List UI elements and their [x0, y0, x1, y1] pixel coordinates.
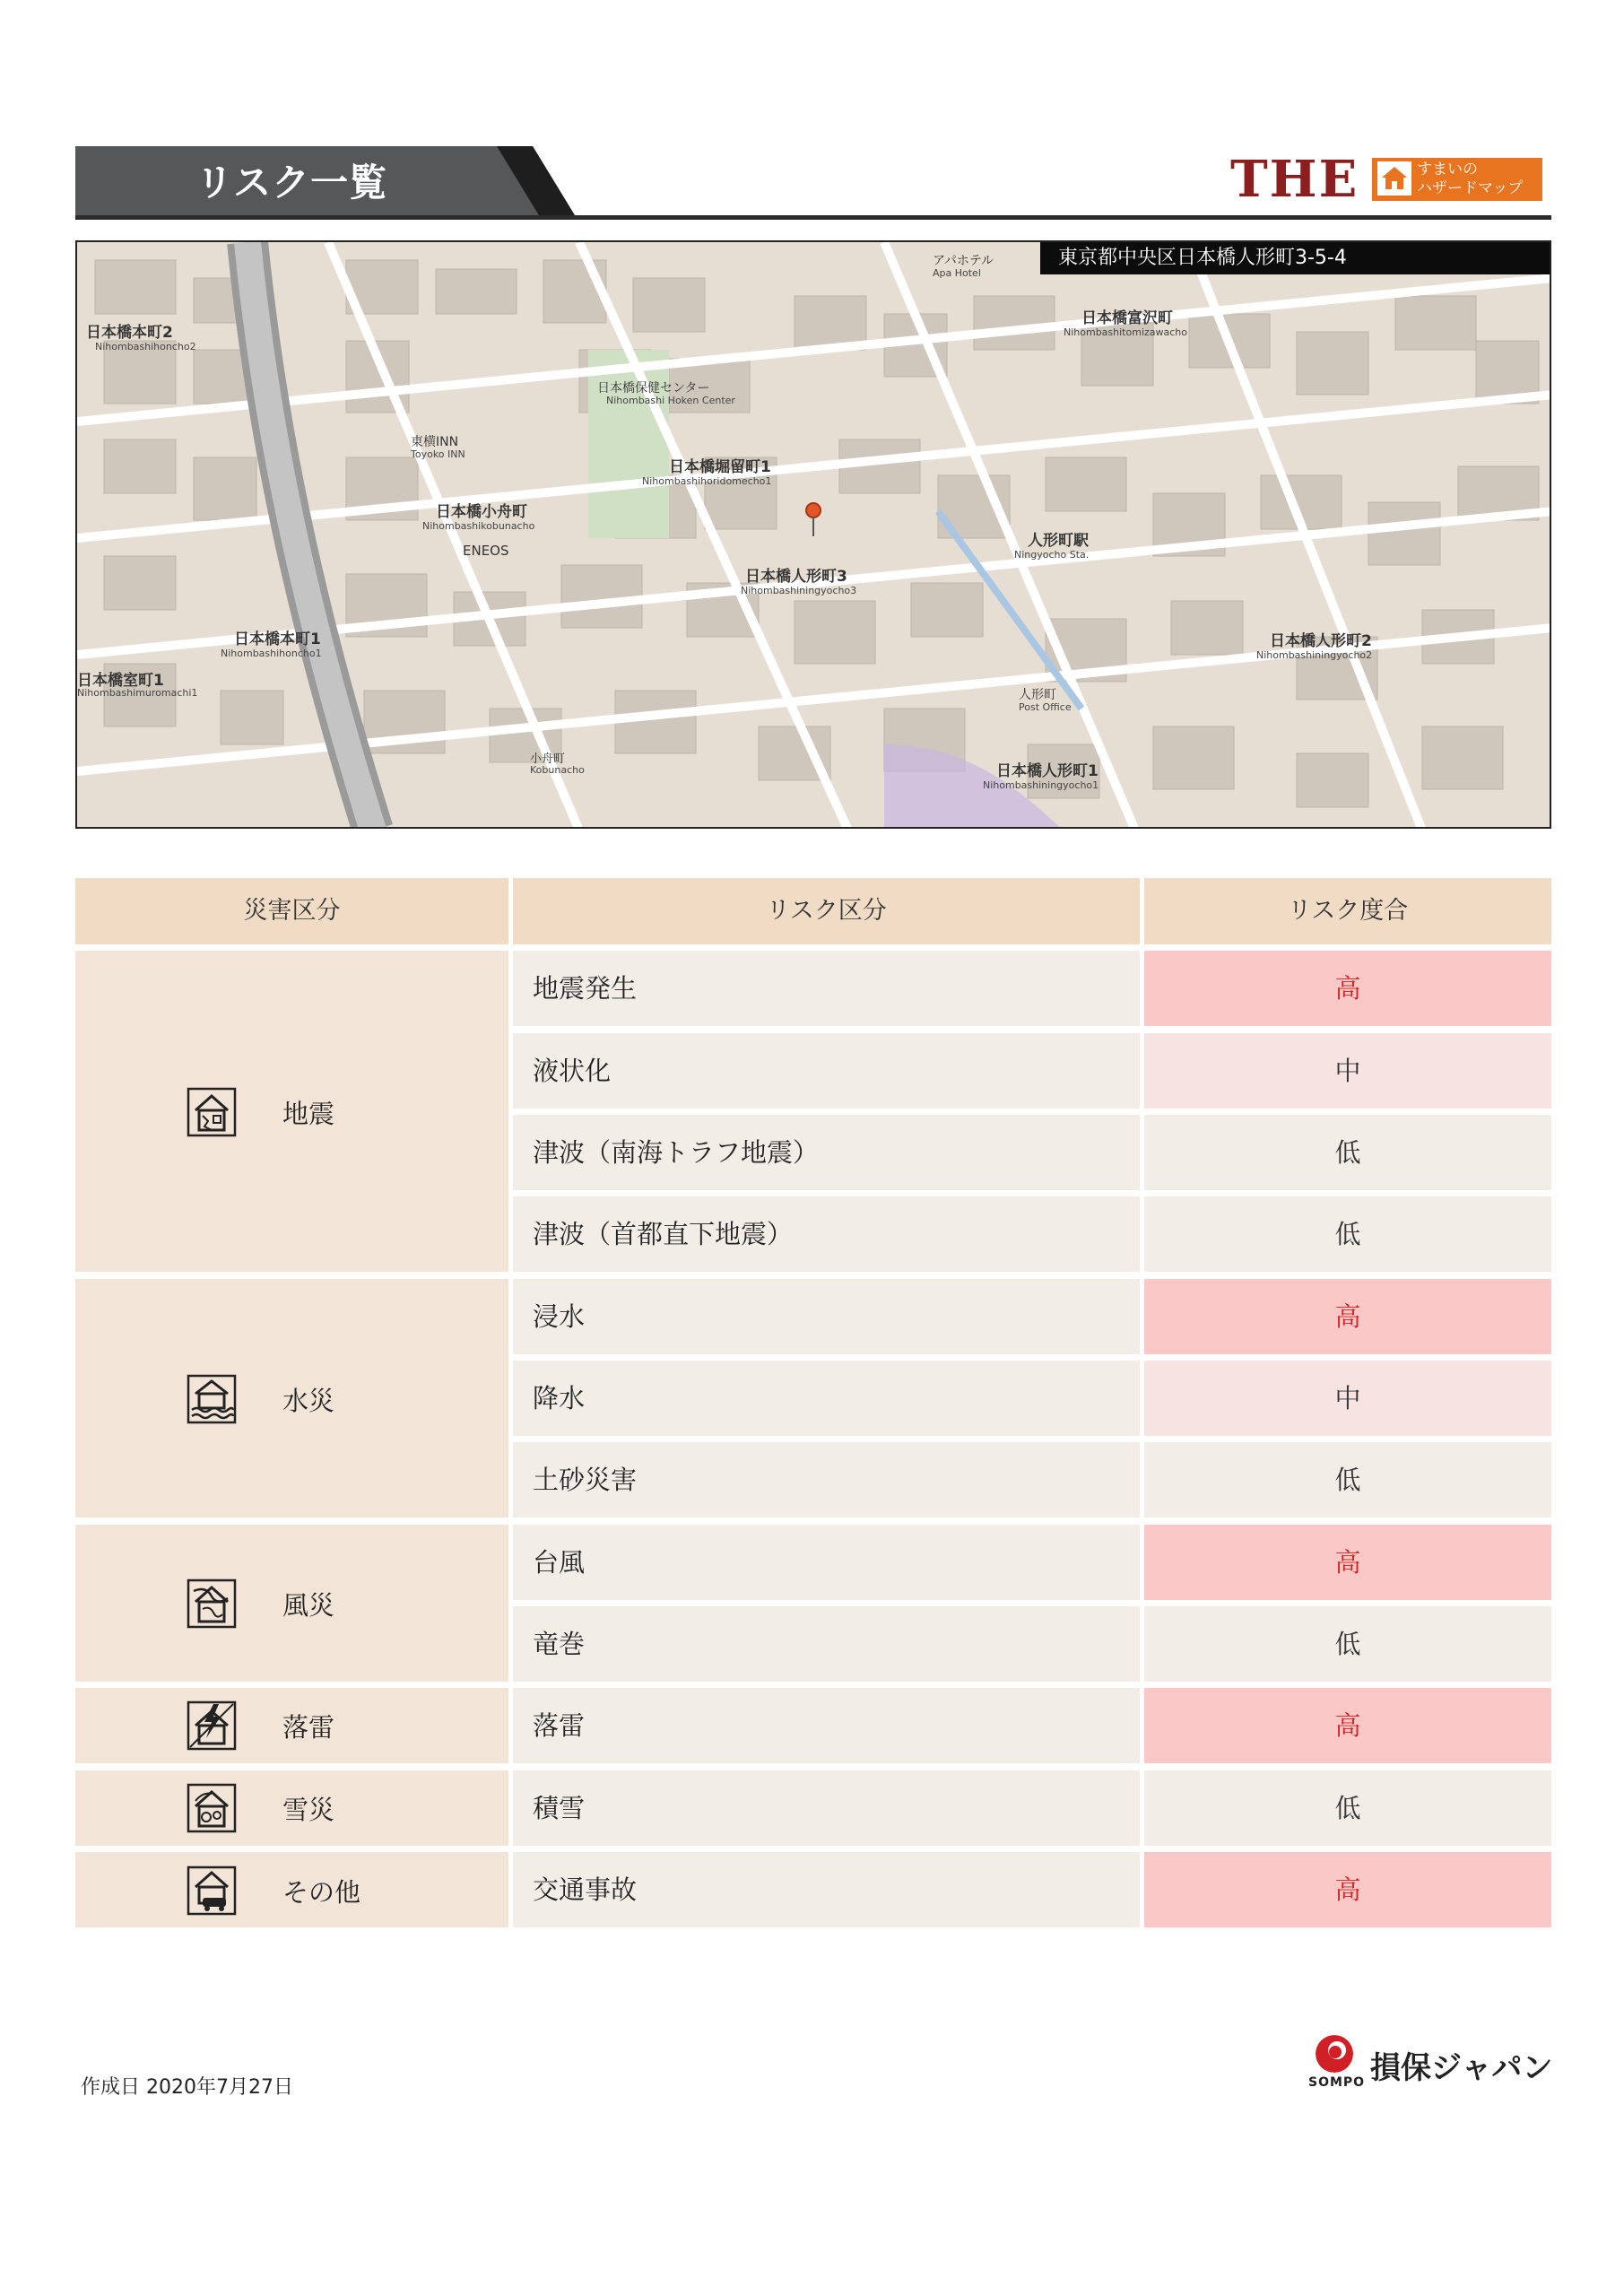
map-label-romaji: Post Office — [1019, 701, 1072, 713]
map-label-romaji: Nihombashi Hoken Center — [606, 395, 735, 406]
other-house-icon — [187, 1866, 237, 1916]
logo-subtitle-line2: ハザードマップ — [1417, 179, 1524, 197]
sompo-wordmark: SOMPO — [1308, 2075, 1366, 2090]
risk-cell: 土砂災害 — [513, 1442, 1140, 1518]
map-address: 東京都中央区日本橋人形町3-5-4 — [1040, 242, 1550, 274]
map-label: ENEOS — [463, 543, 509, 559]
risk-level-high: 高 — [1144, 1525, 1551, 1600]
map-label: 日本橋人形町2 — [1270, 632, 1372, 650]
risk-cell: 津波（南海トラフ地震） — [513, 1115, 1140, 1190]
map-label: 日本橋室町1 — [77, 672, 164, 690]
risk-level-high: 高 — [1144, 1852, 1551, 1927]
map-label: 人形町駅 — [1028, 532, 1089, 550]
map-label: 小舟町 — [530, 752, 566, 766]
map-background — [77, 242, 1551, 829]
risk-cell: 台風 — [513, 1525, 1140, 1600]
category-label-snow: 雪災 — [282, 1795, 335, 1825]
risk-cell: 浸水 — [513, 1279, 1140, 1354]
column-header-category: 災害区分 — [75, 878, 508, 944]
category-label-lightning: 落雷 — [282, 1712, 335, 1743]
risk-level-low: 低 — [1144, 1115, 1551, 1190]
risk-cell: 交通事故 — [513, 1852, 1140, 1927]
category-label-other: その他 — [282, 1877, 361, 1908]
risk-level-low: 低 — [1144, 1442, 1551, 1518]
company-name: 損保ジャパン — [1370, 2050, 1553, 2086]
map-label-romaji: Toyoko INN — [411, 448, 465, 460]
house-logo-icon — [1377, 161, 1411, 196]
risk-cell: 降水 — [513, 1361, 1140, 1436]
map-label-romaji: Ningyocho Sta. — [1014, 549, 1090, 561]
sompo-logo-icon — [1316, 2035, 1353, 2073]
map-label: 日本橋富沢町 — [1081, 309, 1173, 327]
wind-house-icon — [187, 1578, 237, 1629]
map-label-romaji: Nihombashiningyocho1 — [983, 779, 1099, 791]
map-label: 日本橋人形町3 — [745, 568, 847, 586]
risk-level-high: 高 — [1144, 1688, 1551, 1763]
map-label: 日本橋本町1 — [234, 631, 321, 648]
map-label: 日本橋本町2 — [86, 324, 173, 342]
map-label-romaji: Apa Hotel — [933, 267, 981, 279]
map-label-romaji: Nihombashitomizawacho — [1064, 326, 1187, 338]
map-label: 人形町 — [1019, 688, 1056, 702]
map-label-romaji: Kobunacho — [530, 764, 585, 776]
location-pin-stem — [812, 517, 814, 536]
category-label-flood: 水災 — [282, 1386, 335, 1416]
category-label-wind: 風災 — [282, 1590, 335, 1621]
map-label: 日本橋小舟町 — [436, 503, 527, 521]
map-label-romaji: Nihombashiningyocho2 — [1256, 649, 1373, 661]
map-label: 東横INN — [411, 435, 459, 449]
risk-level-high: 高 — [1144, 951, 1551, 1026]
created-date: 作成日 2020年7月27日 — [81, 2076, 293, 2099]
header-rule — [75, 215, 1551, 220]
earthquake-house-icon — [187, 1087, 237, 1137]
map-label-romaji: Nihombashiningyocho3 — [741, 585, 857, 596]
risk-level-low: 低 — [1144, 1196, 1551, 1272]
risk-level-medium: 中 — [1144, 1033, 1551, 1109]
lightning-house-icon — [187, 1700, 237, 1751]
map-label: 日本橋堀留町1 — [669, 458, 771, 476]
flood-house-icon — [187, 1374, 237, 1424]
risk-level-medium: 中 — [1144, 1361, 1551, 1436]
map-label: アパホテル — [933, 254, 994, 268]
map-label-romaji: Nihombashihoncho2 — [95, 341, 196, 352]
page-title: リスク一覧 — [195, 161, 388, 204]
category-label-earthquake: 地震 — [282, 1099, 335, 1129]
column-header-level: リスク度合 — [1144, 878, 1551, 944]
risk-cell: 地震発生 — [513, 951, 1140, 1026]
snow-house-icon — [187, 1783, 237, 1833]
risk-cell: 竜巻 — [513, 1606, 1140, 1682]
map-label: 日本橋保健センター — [597, 381, 710, 396]
map-label-romaji: Nihombashihoncho1 — [221, 648, 322, 659]
risk-level-high: 高 — [1144, 1279, 1551, 1354]
logo-text: THE — [1230, 150, 1359, 209]
map-label-romaji: Nihombashikobunacho — [422, 520, 535, 532]
risk-cell: 液状化 — [513, 1033, 1140, 1109]
map-label-romaji: Nihombashimuromachi1 — [77, 687, 198, 699]
risk-cell: 積雪 — [513, 1770, 1140, 1846]
map-label-romaji: Nihombashihoridomecho1 — [642, 475, 772, 487]
column-header-risk: リスク区分 — [513, 878, 1140, 944]
risk-cell: 津波（首都直下地震） — [513, 1196, 1140, 1272]
risk-cell: 落雷 — [513, 1688, 1140, 1763]
hazard-map[interactable] — [75, 240, 1551, 829]
map-label: 日本橋人形町1 — [996, 762, 1099, 780]
risk-level-low: 低 — [1144, 1606, 1551, 1682]
risk-level-low: 低 — [1144, 1770, 1551, 1846]
logo-subtitle-line1: すまいの — [1417, 161, 1478, 178]
